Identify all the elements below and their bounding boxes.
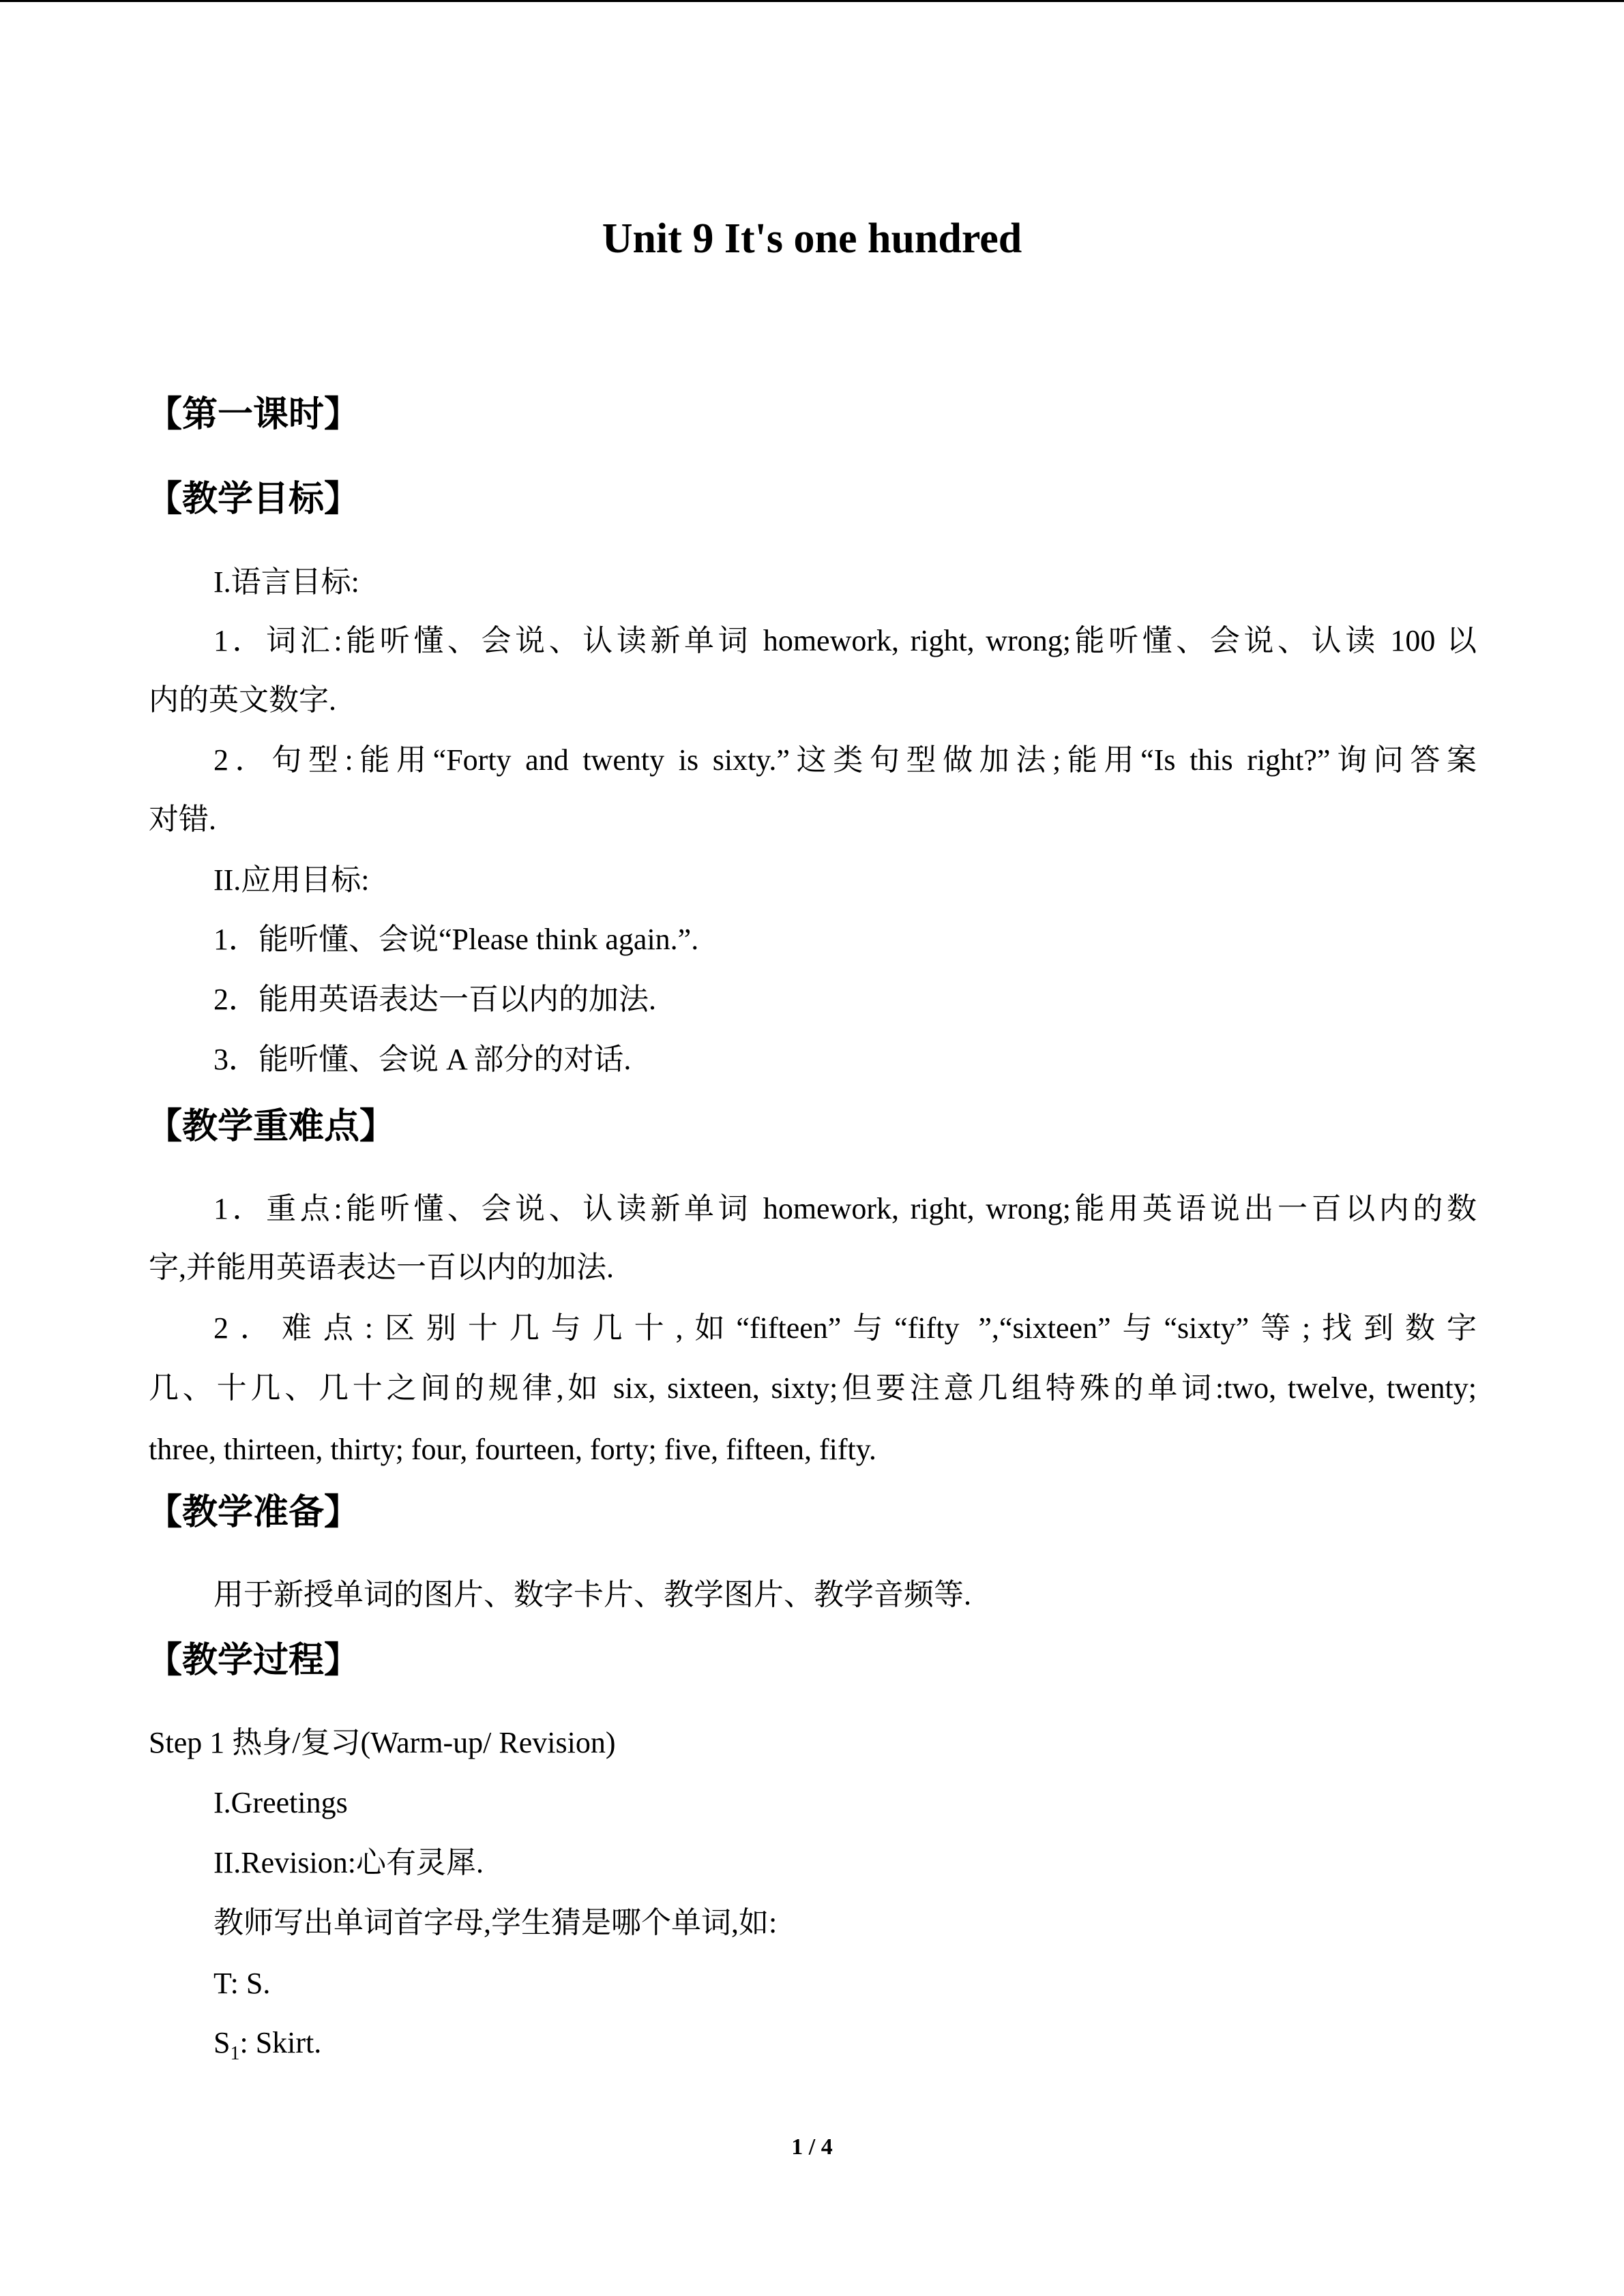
student-subscript: 1 <box>230 2042 240 2064</box>
page-number: 1 / 4 <box>791 2134 833 2160</box>
application-item-2: 2．能用英语表达一百以内的加法. <box>213 983 656 1016</box>
difficulty-line-3: three, thirteen, thirty; four, fourteen, forty; five, fifteen, fifty. <box>149 1433 876 1466</box>
pattern-line-1: 2．句型:能用“Forty and twenty is sixty.”这类句型做加法;能用“Is this right?”询问答案 <box>213 743 1477 777</box>
focus-line-1: 1．重点:能听懂、会说、认读新单词 homework, right, wrong;能用英语说出一百以内的数 <box>213 1192 1477 1225</box>
difficulty-line-2: 几、十几、几十之间的规律,如 six, sixteen, sixty;但要注意几组特殊的单词:two, twelve, twenty; <box>149 1371 1477 1405</box>
language-goal: I.语言目标: <box>213 565 359 599</box>
application-item-1: 1．能听懂、会说“Please think again.”. <box>213 923 699 956</box>
application-item-3: 3．能听懂、会说 A 部分的对话. <box>213 1043 632 1076</box>
student-line <box>213 2023 321 2063</box>
heading-lesson: 【第一课时】 <box>147 394 360 435</box>
top-border <box>0 0 1624 2</box>
heading-process: 【教学过程】 <box>147 1640 360 1681</box>
student-speaker: S <box>213 2026 231 2059</box>
greetings: I.Greetings <box>213 1786 348 1819</box>
student-reply: : Skirt. <box>239 2026 322 2059</box>
application-goal: II.应用目标: <box>213 863 370 897</box>
difficulty-line-1: 2．难点:区别十几与几十,如“fifteen”与“fifty ”,“sixteen”与“sixty”等;找到数字 <box>213 1311 1477 1345</box>
teacher-line: T: S. <box>213 1967 271 2000</box>
pattern-line-2: 对错. <box>149 803 216 836</box>
focus-line-2: 字,并能用英语表达一百以内的加法. <box>149 1251 614 1284</box>
heading-objectives: 【教学目标】 <box>147 479 360 520</box>
revision: II.Revision:心有灵犀. <box>213 1846 484 1879</box>
revision-instruction: 教师写出单词首字母,学生猜是哪个单词,如: <box>213 1906 778 1939</box>
vocab-line-1: 1．词汇:能听懂、会说、认读新单词 homework, right, wrong;能听懂、会说、认读 100 以 <box>213 624 1477 657</box>
heading-key-points: 【教学重难点】 <box>147 1106 396 1147</box>
page-title: Unit 9 It's one hundred <box>602 215 1022 262</box>
vocab-line-2: 内的英文数字. <box>149 683 336 717</box>
step-1-title: Step 1 热身/复习(Warm-up/ Revision) <box>149 1726 616 1759</box>
preparation-text: 用于新授单词的图片、数字卡片、教学图片、教学音频等. <box>213 1578 971 1611</box>
heading-preparation: 【教学准备】 <box>147 1492 360 1533</box>
